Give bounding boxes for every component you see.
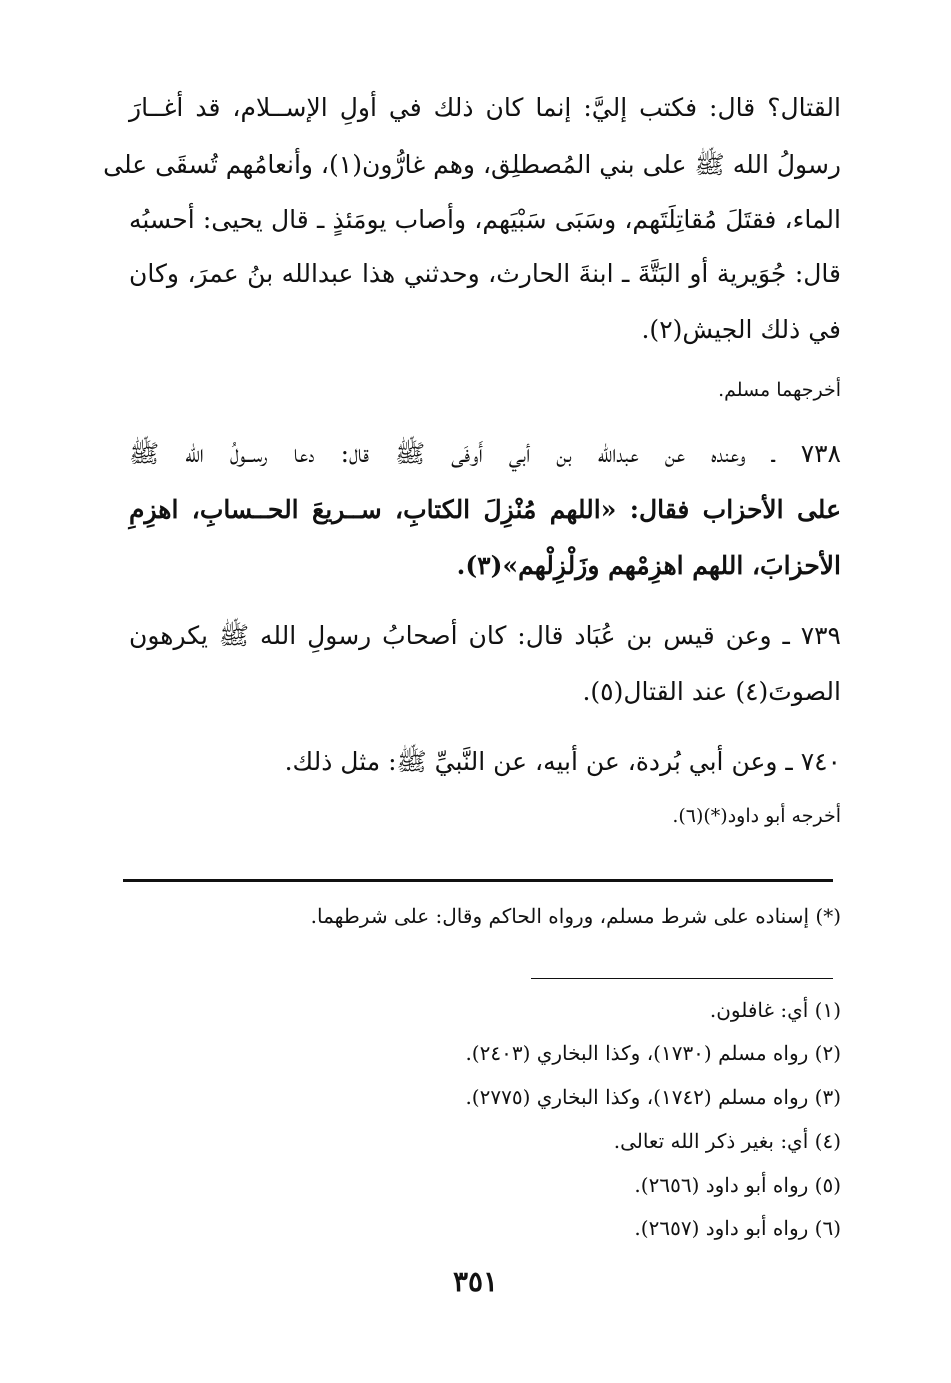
body-line-2: رسولُ الله ﷺ على بني المُصطلِق، وهم غارُّون(١)، وأنعامُهم تُسقَى على [103, 150, 841, 179]
hadith-738-line-1: ٧٣٨ ـ وعنده عن عبدالله بن أبي أَوفَى ﷺ قال: دعا رســولُ الله ﷺ [129, 439, 841, 468]
hadith-739-line-1: ٧٣٩ ـ وعن قيس بن عُبَاد قال: كان أصحابُ رسولِ الله ﷺ يكرهون [129, 621, 841, 650]
source-note-abu-dawud: أخرجه أبو داود(*)(٦). [672, 805, 841, 827]
body-line-1: القتال؟ قال: فكتب إليَّ: إنما كان ذلك في أولِ الإســلام، قد أغــارَ [129, 93, 841, 122]
hadith-738-line-2: على الأحزاب فقال: «اللهم مُنْزِلَ الكتابِ، ســريعَ الحــسابِ، اهزِمِ [129, 495, 841, 524]
body-line-4: قال: جُوَيرية أو البَتَّةَ ـ ابنةَ الحارث، وحدثني هذا عبدالله بنُ عمرَ، وكان [129, 259, 841, 288]
body-line-3: الماء، فقتَلَ مُقاتِلَتَهم، وسَبَى سَبْيَهم، وأصاب يومَئذٍ ـ قال يحيى: أحسبُه [129, 205, 841, 234]
footnote-6: (٦) رواه أبو داود (٢٦٥٧). [634, 1216, 841, 1240]
hadith-738-line-3: الأحزابَ، اللهم اهزِمْهم وزَلْزِلْهم»(٣). [456, 551, 841, 580]
footnote-3: (٣) رواه مسلم (١٧٤٢)، وكذا البخاري (٢٧٧٥). [465, 1085, 841, 1109]
footnote-1: (١) أي: غافلون. [709, 998, 841, 1022]
body-line-5: في ذلك الجيش(٢). [641, 315, 841, 344]
hadith-740: ٧٤٠ ـ وعن أبي بُردة، عن أبيه، عن النَّبيِّ ﷺ: مثل ذلك. [284, 747, 841, 776]
star-note: (*) إسناده على شرط مسلم، ورواه الحاكم وقال: على شرطهما. [310, 904, 841, 928]
footnote-2: (٢) رواه مسلم (١٧٣٠)، وكذا البخاري (٢٤٠٣). [465, 1041, 841, 1065]
hadith-739-line-2: الصوتَ(٤) عند القتال(٥). [582, 677, 841, 706]
source-note-muslim: أخرجهما مسلم. [718, 379, 841, 401]
page-number: ٣٥١ [452, 1265, 499, 1298]
footnote-divider [531, 978, 833, 979]
footnote-4: (٤) أي: بغير ذكر الله تعالى. [613, 1129, 841, 1153]
footnote-5: (٥) رواه أبو داود (٢٦٥٦). [634, 1173, 841, 1197]
footnote-separator [123, 879, 833, 882]
